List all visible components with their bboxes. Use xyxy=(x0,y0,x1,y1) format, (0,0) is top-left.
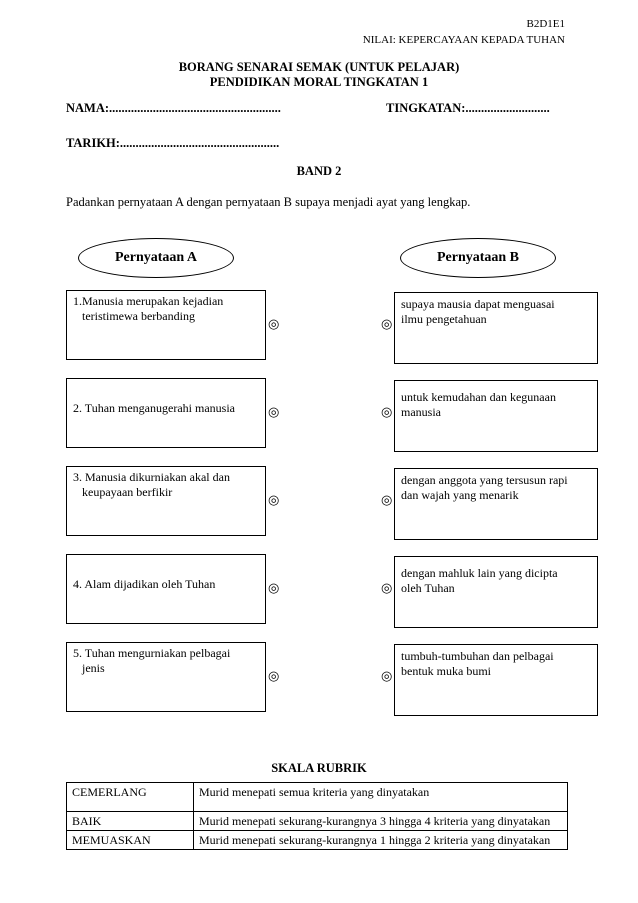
rubric-description: Murid menepati sekurang-kurangnya 3 hingga 4 kriteria yang dinyatakan xyxy=(194,812,568,831)
rubric-description: Murid menepati semua kriteria yang dinyatakan xyxy=(194,783,568,812)
tarikh-field: TARIKH:................................................... xyxy=(66,136,280,150)
match-point-a-icon[interactable]: ◎ xyxy=(268,668,280,683)
statement-a-box xyxy=(66,554,266,624)
statement-b-text: untuk kemudahan dan kegunaan manusia xyxy=(401,390,556,419)
statement-a-box xyxy=(66,290,266,360)
tingkatan-field: TINGKATAN:........................... xyxy=(386,101,550,115)
statement-b-text: dengan mahluk lain yang dicipta oleh Tuhan xyxy=(401,566,558,595)
pernyataan-a-label: Pernyataan A xyxy=(114,250,198,265)
band-label: BAND 2 xyxy=(296,164,342,178)
rubric-level: MEMUASKAN xyxy=(67,831,194,850)
statement-a-text: 5. Tuhan mengurniakan pelbagai jenis xyxy=(73,646,231,675)
statement-b-box xyxy=(394,644,598,716)
statement-a-box xyxy=(66,466,266,536)
rubric-table xyxy=(66,782,568,850)
match-point-b-icon[interactable]: ◎ xyxy=(381,404,393,419)
rubric-row xyxy=(67,783,568,812)
value-header: NILAI: KEPERCAYAAN KEPADA TUHAN xyxy=(362,34,565,46)
match-point-a-icon[interactable]: ◎ xyxy=(268,404,280,419)
statement-b-box xyxy=(394,380,598,452)
statement-b-box xyxy=(394,556,598,628)
document-code: B2D1E1 xyxy=(526,18,565,30)
rubric-level: CEMERLANG xyxy=(67,783,194,812)
match-point-b-icon[interactable]: ◎ xyxy=(381,316,393,331)
statement-a-text: 4. Alam dijadikan oleh Tuhan xyxy=(73,577,216,591)
match-point-b-icon[interactable]: ◎ xyxy=(381,580,393,595)
form-subtitle: PENDIDIKAN MORAL TINGKATAN 1 xyxy=(209,75,429,89)
statement-a-box xyxy=(66,378,266,448)
statement-a-text: 3. Manusia dikurniakan akal dan keupayaan berfikir xyxy=(73,470,230,499)
form-title: BORANG SENARAI SEMAK (UNTUK PELAJAR) xyxy=(178,60,460,74)
statement-a-box xyxy=(66,642,266,712)
statement-b-text: tumbuh-tumbuhan dan pelbagai bentuk muka bumi xyxy=(401,649,554,678)
statement-b-box xyxy=(394,292,598,364)
match-point-b-icon[interactable]: ◎ xyxy=(381,492,393,507)
statement-b-text: supaya mausia dapat menguasai ilmu pengetahuan xyxy=(401,297,555,326)
statement-a-text: 2. Tuhan menganugerahi manusia xyxy=(73,401,235,415)
rubric-description: Murid menepati sekurang-kurangnya 1 hingga 2 kriteria yang dinyatakan xyxy=(194,831,568,850)
match-point-b-icon[interactable]: ◎ xyxy=(381,668,393,683)
rubric-level: BAIK xyxy=(67,812,194,831)
statement-b-box xyxy=(394,468,598,540)
instruction-text: Padankan pernyataan A dengan pernyataan B supaya menjadi ayat yang lengkap. xyxy=(66,195,471,209)
nama-field: NAMA:....................................................... xyxy=(66,101,281,115)
statement-b-text: dengan anggota yang tersusun rapi dan wajah yang menarik xyxy=(401,473,568,502)
pernyataan-a-oval xyxy=(78,238,234,278)
match-point-a-icon[interactable]: ◎ xyxy=(268,316,280,331)
match-point-a-icon[interactable]: ◎ xyxy=(268,492,280,507)
rubric-row xyxy=(67,812,568,831)
rubric-title: SKALA RUBRIK xyxy=(271,761,367,775)
rubric-row xyxy=(67,831,568,850)
statement-a-text: 1.Manusia merupakan kejadian teristimewa berbanding xyxy=(73,294,224,323)
pernyataan-b-oval xyxy=(400,238,556,278)
pernyataan-b-label: Pernyataan B xyxy=(436,250,520,265)
match-point-a-icon[interactable]: ◎ xyxy=(268,580,280,595)
